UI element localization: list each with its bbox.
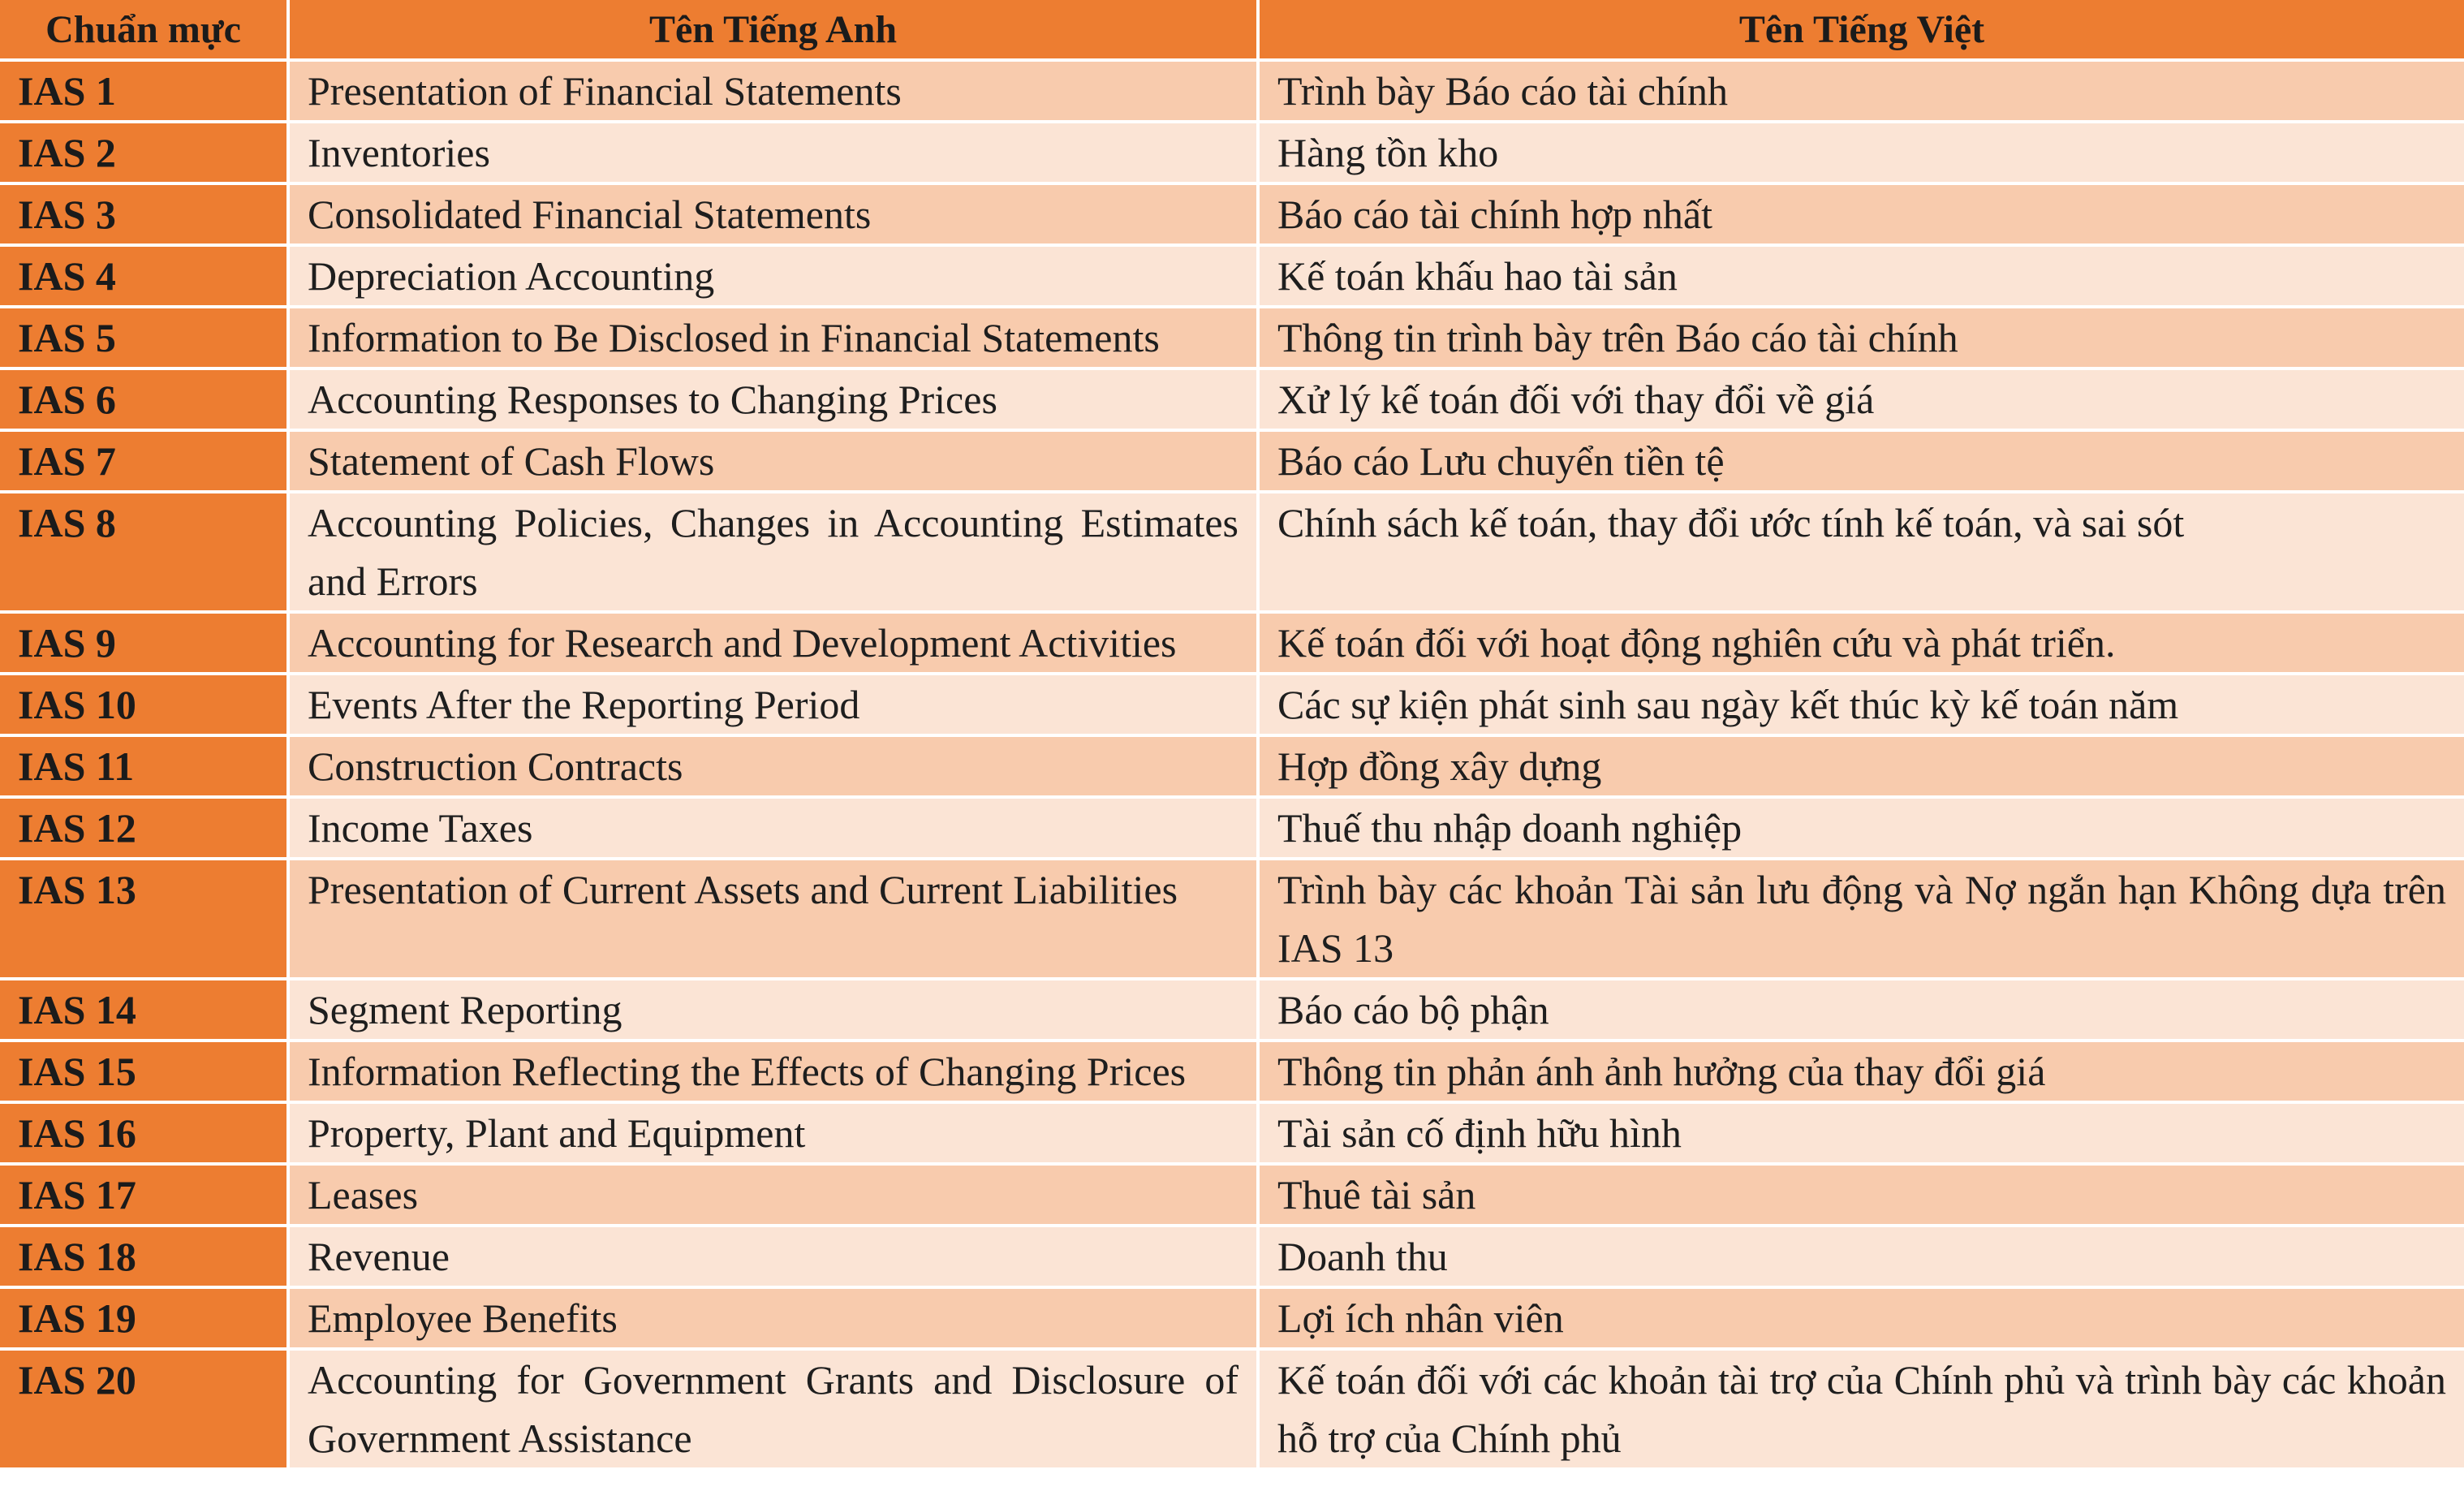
table-row	[0, 1102, 2464, 1164]
vietnamese-name-cell: Thông tin phản ánh ảnh hưởng của thay đổi giá	[1258, 1041, 2464, 1102]
english-name-cell: Property, Plant and Equipment	[288, 1102, 1258, 1164]
vietnamese-name-cell: Chính sách kế toán, thay đổi ước tính kế toán, và sai sót	[1258, 492, 2464, 612]
standard-code-cell: IAS 9	[0, 612, 288, 674]
english-name-cell: Construction Contracts	[288, 735, 1258, 797]
vietnamese-name-cell: Hàng tồn kho	[1258, 122, 2464, 183]
english-name-cell: Accounting for Government Grants and Disclosure of Government Assistance	[288, 1349, 1258, 1469]
table-row	[0, 674, 2464, 735]
table-row	[0, 245, 2464, 307]
standard-code-cell: IAS 7	[0, 430, 288, 492]
table-row	[0, 612, 2464, 674]
english-name-cell: Presentation of Current Assets and Current Liabilities	[288, 859, 1258, 979]
english-name-cell: Employee Benefits	[288, 1287, 1258, 1349]
vietnamese-name-cell: Thuê tài sản	[1258, 1164, 2464, 1226]
standard-code-cell: IAS 11	[0, 735, 288, 797]
vietnamese-name-cell: Kế toán khấu hao tài sản	[1258, 245, 2464, 307]
table-row	[0, 797, 2464, 859]
english-name-cell: Segment Reporting	[288, 979, 1258, 1041]
english-name-cell: Information Reflecting the Effects of Changing Prices	[288, 1041, 1258, 1102]
table-row	[0, 122, 2464, 183]
table-row	[0, 1287, 2464, 1349]
table-row	[0, 492, 2464, 612]
table-row	[0, 859, 2464, 979]
english-name-cell: Accounting Responses to Changing Prices	[288, 368, 1258, 430]
table-row	[0, 430, 2464, 492]
table-row	[0, 1041, 2464, 1102]
table-row	[0, 1164, 2464, 1226]
table-row	[0, 307, 2464, 368]
standard-code-cell: IAS 16	[0, 1102, 288, 1164]
standard-code-cell: IAS 19	[0, 1287, 288, 1349]
vietnamese-name-cell: Trình bày các khoản Tài sản lưu động và Nợ ngắn hạn Không dựa trên IAS 13	[1258, 859, 2464, 979]
english-name-cell: Income Taxes	[288, 797, 1258, 859]
english-name-cell: Depreciation Accounting	[288, 245, 1258, 307]
standard-code-cell: IAS 10	[0, 674, 288, 735]
column-header-english-name: Tên Tiếng Anh	[288, 0, 1258, 60]
table-row	[0, 60, 2464, 122]
column-header-standard: Chuẩn mực	[0, 0, 288, 60]
vietnamese-name-cell: Trình bày Báo cáo tài chính	[1258, 60, 2464, 122]
vietnamese-name-cell: Báo cáo bộ phận	[1258, 979, 2464, 1041]
standard-code-cell: IAS 3	[0, 183, 288, 245]
standard-code-cell: IAS 1	[0, 60, 288, 122]
vietnamese-name-cell: Tài sản cố định hữu hình	[1258, 1102, 2464, 1164]
table-header-row	[0, 0, 2464, 60]
table-row	[0, 1349, 2464, 1469]
english-name-cell: Information to Be Disclosed in Financial Statements	[288, 307, 1258, 368]
standard-code-cell: IAS 6	[0, 368, 288, 430]
vietnamese-name-cell: Doanh thu	[1258, 1226, 2464, 1287]
vietnamese-name-cell: Báo cáo Lưu chuyển tiền tệ	[1258, 430, 2464, 492]
vietnamese-name-cell: Kế toán đối với các khoản tài trợ của Chính phủ và trình bày các khoản hỗ trợ của Chính phủ	[1258, 1349, 2464, 1469]
table-row	[0, 979, 2464, 1041]
english-name-cell: Consolidated Financial Statements	[288, 183, 1258, 245]
standard-code-cell: IAS 14	[0, 979, 288, 1041]
standard-code-cell: IAS 4	[0, 245, 288, 307]
vietnamese-name-cell: Các sự kiện phát sinh sau ngày kết thúc kỳ kế toán năm	[1258, 674, 2464, 735]
standard-code-cell: IAS 17	[0, 1164, 288, 1226]
english-name-cell: Revenue	[288, 1226, 1258, 1287]
standard-code-cell: IAS 8	[0, 492, 288, 612]
standard-code-cell: IAS 18	[0, 1226, 288, 1287]
standard-code-cell: IAS 13	[0, 859, 288, 979]
vietnamese-name-cell: Xử lý kế toán đối với thay đổi về giá	[1258, 368, 2464, 430]
vietnamese-name-cell: Kế toán đối với hoạt động nghiên cứu và phát triển.	[1258, 612, 2464, 674]
vietnamese-name-cell: Báo cáo tài chính hợp nhất	[1258, 183, 2464, 245]
vietnamese-name-cell: Thuế thu nhập doanh nghiệp	[1258, 797, 2464, 859]
standard-code-cell: IAS 2	[0, 122, 288, 183]
standard-code-cell: IAS 12	[0, 797, 288, 859]
vietnamese-name-cell: Hợp đồng xây dựng	[1258, 735, 2464, 797]
english-name-cell: Leases	[288, 1164, 1258, 1226]
table-row	[0, 368, 2464, 430]
english-name-cell: Accounting for Research and Development Activities	[288, 612, 1258, 674]
table-row	[0, 1226, 2464, 1287]
english-name-cell: Presentation of Financial Statements	[288, 60, 1258, 122]
english-name-cell: Statement of Cash Flows	[288, 430, 1258, 492]
table-body	[0, 60, 2464, 1469]
table-row	[0, 183, 2464, 245]
standard-code-cell: IAS 15	[0, 1041, 288, 1102]
column-header-vietnamese-name: Tên Tiếng Việt	[1258, 0, 2464, 60]
english-name-cell: Accounting Policies, Changes in Accounting Estimates and Errors	[288, 492, 1258, 612]
english-name-cell: Events After the Reporting Period	[288, 674, 1258, 735]
standard-code-cell: IAS 20	[0, 1349, 288, 1469]
table-row	[0, 735, 2464, 797]
standard-code-cell: IAS 5	[0, 307, 288, 368]
vietnamese-name-cell: Thông tin trình bày trên Báo cáo tài chính	[1258, 307, 2464, 368]
english-name-cell: Inventories	[288, 122, 1258, 183]
vietnamese-name-cell: Lợi ích nhân viên	[1258, 1287, 2464, 1349]
